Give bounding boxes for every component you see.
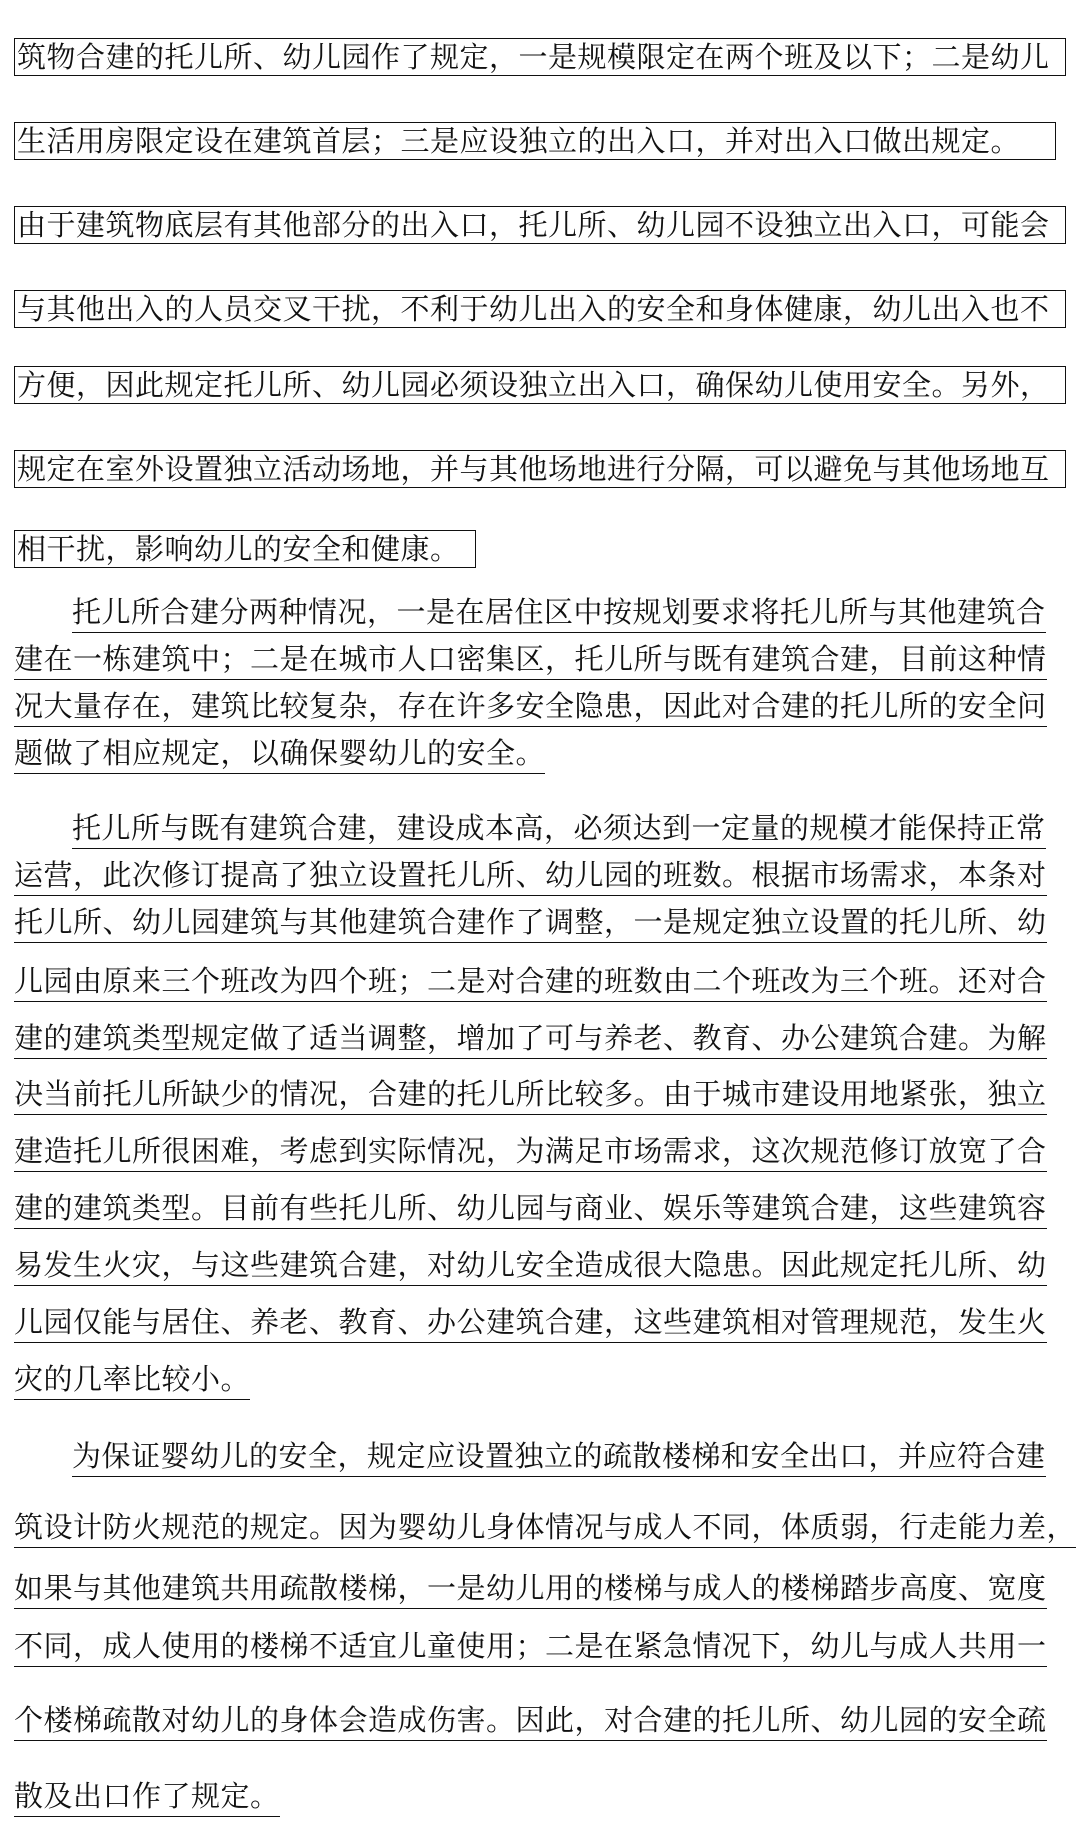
boxed-line-3: 由于建筑物底层有其他部分的出入口，托儿所、幼儿园不设独立出入口，可能会 <box>14 206 1066 244</box>
paragraph-line <box>14 1570 1047 1610</box>
paragraph-1-line-2: 建在一栋建筑中；二是在城市人口密集区，托儿所与既有建筑合建，目前这种情 <box>14 641 1047 680</box>
paragraph-1-line-1: 托儿所合建分两种情况，一是在居住区中按规划要求将托儿所与其他建筑合 <box>72 594 1046 633</box>
paragraph-1-line-3: 况大量存在，建筑比较复杂，存在许多安全隐患，因此对合建的托儿所的安全问 <box>14 688 1047 727</box>
paragraph-line <box>14 1133 1047 1173</box>
paragraph-line <box>14 904 1047 944</box>
paragraph-line <box>14 963 1047 1003</box>
paragraph-3-line-3: 如果与其他建筑共用疏散楼梯，一是幼儿用的楼梯与成人的楼梯踏步高度、宽度 <box>14 1570 1047 1609</box>
paragraph-line <box>14 1190 1047 1230</box>
paragraph-3-line-5: 个楼梯疏散对幼儿的身体会造成伤害。因此，对合建的托儿所、幼儿园的安全疏 <box>14 1702 1047 1741</box>
paragraph-line <box>14 1361 250 1401</box>
paragraph-line <box>14 1778 280 1818</box>
paragraph-line <box>14 1702 1047 1742</box>
boxed-line-1: 筑物合建的托儿所、幼儿园作了规定，一是规模限定在两个班及以下；二是幼儿 <box>14 38 1066 76</box>
paragraph-1-line-4: 题做了相应规定，以确保婴幼儿的安全。 <box>14 735 545 774</box>
paragraph-2-line-1: 托儿所与既有建筑合建，建设成本高，必须达到一定量的规模才能保持正常 <box>72 810 1046 849</box>
paragraph-line <box>14 641 1047 681</box>
paragraph-3-line-1: 为保证婴幼儿的安全，规定应设置独立的疏散楼梯和安全出口，并应符合建 <box>72 1438 1046 1477</box>
boxed-line-2: 生活用房限定设在建筑首层；三是应设独立的出入口，并对出入口做出规定。 <box>14 122 1056 160</box>
paragraph-2-line-6: 决当前托儿所缺少的情况，合建的托儿所比较多。由于城市建设用地紧张，独立 <box>14 1076 1047 1115</box>
paragraph-line <box>14 1076 1047 1116</box>
paragraph-2-line-8: 建的建筑类型。目前有些托儿所、幼儿园与商业、娱乐等建筑合建，这些建筑容 <box>14 1190 1047 1229</box>
paragraph-line <box>14 688 1047 728</box>
paragraph-line <box>14 735 545 775</box>
boxed-line-4: 与其他出入的人员交叉干扰，不利于幼儿出入的安全和身体健康，幼儿出入也不 <box>14 290 1066 328</box>
paragraph-line <box>14 594 1046 634</box>
paragraph-2-line-4: 儿园由原来三个班改为四个班；二是对合建的班数由二个班改为三个班。还对合 <box>14 963 1047 1002</box>
paragraph-2-line-10: 儿园仅能与居住、养老、教育、办公建筑合建，这些建筑相对管理规范，发生火 <box>14 1304 1047 1343</box>
paragraph-2-line-5: 建的建筑类型规定做了适当调整，增加了可与养老、教育、办公建筑合建。为解 <box>14 1020 1047 1059</box>
paragraph-line <box>14 1438 1046 1478</box>
paragraph-2-line-9: 易发生火灾，与这些建筑合建，对幼儿安全造成很大隐患。因此规定托儿所、幼 <box>14 1247 1047 1286</box>
paragraph-2-line-2: 运营，此次修订提高了独立设置托儿所、幼儿园的班数。根据市场需求，本条对 <box>14 857 1047 896</box>
boxed-line-6: 规定在室外设置独立活动场地，并与其他场地进行分隔，可以避免与其他场地互 <box>14 450 1066 488</box>
paragraph-3-line-2: 筑设计防火规范的规定。因为婴幼儿身体情况与成人不同，体质弱，行走能力差， <box>14 1509 1076 1548</box>
paragraph-line <box>14 1020 1047 1060</box>
boxed-line-5: 方便，因此规定托儿所、幼儿园必须设独立出入口，确保幼儿使用安全。另外， <box>14 366 1066 404</box>
paragraph-2-line-11: 灾的几率比较小。 <box>14 1361 250 1400</box>
paragraph-2-line-3: 托儿所、幼儿园建筑与其他建筑合建作了调整，一是规定独立设置的托儿所、幼 <box>14 904 1047 943</box>
paragraph-line <box>14 1247 1047 1287</box>
paragraph-line <box>14 1304 1047 1344</box>
paragraph-line <box>14 857 1047 897</box>
paragraph-line <box>14 1509 1076 1549</box>
boxed-line-7: 相干扰，影响幼儿的安全和健康。 <box>14 530 476 568</box>
paragraph-3-line-4: 不同，成人使用的楼梯不适宜儿童使用；二是在紧急情况下，幼儿与成人共用一 <box>14 1628 1047 1667</box>
paragraph-line <box>14 1628 1047 1668</box>
paragraph-line <box>14 810 1046 850</box>
paragraph-3-line-6: 散及出口作了规定。 <box>14 1778 280 1817</box>
paragraph-2-line-7: 建造托儿所很困难，考虑到实际情况，为满足市场需求，这次规范修订放宽了合 <box>14 1133 1047 1172</box>
